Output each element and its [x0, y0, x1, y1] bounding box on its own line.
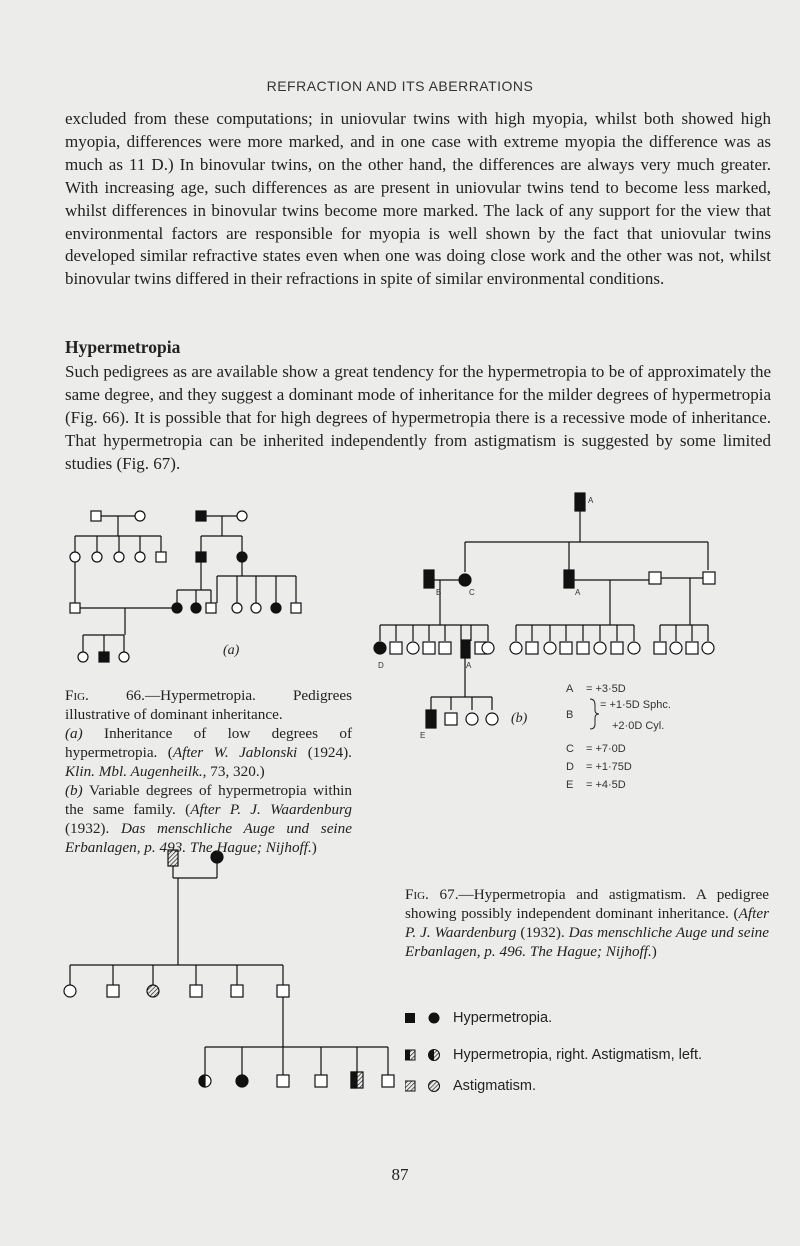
pedigree-male-unaffected: [70, 603, 80, 613]
legend-text: Hypermetropia, right. Astigmatism, left.: [453, 1047, 702, 1064]
legend-symbols-astigmatism: [405, 1079, 445, 1093]
key-letter: A: [566, 683, 574, 695]
paragraph-2: Such pedigrees as are available show a great tendency for the hypermetropia to be of approximately the same degree, and they suggest a dominant mode of inheritance for the milder degrees of hypermetropia (Fig. 66). It is possible that for high degrees of hypermetropia there is a recessive mode of inheritance. That hypermetropia can be inherited independently from astigmatism is suggested by some limited studies (Fig. 67).: [65, 362, 771, 473]
fig66-caption-b-year: (1932).: [65, 820, 121, 837]
label-A: A: [588, 496, 594, 505]
running-header: REFRACTION AND ITS ABERRATIONS: [266, 78, 534, 94]
section-title: Hypermetropia: [65, 337, 181, 357]
key-value: = +7·0D: [586, 743, 626, 755]
fig66-caption-a-ref: , 73, 320.): [202, 763, 265, 780]
fig66-caption: [65, 686, 352, 857]
pedigree-female-unaffected: [78, 652, 88, 662]
key-value: = +3·5D: [586, 683, 626, 695]
label-A: A: [466, 661, 472, 670]
legend-symbols-mixed: [405, 1048, 445, 1062]
legend-text: Astigmatism.: [453, 1078, 536, 1095]
key-value: = +1·75D: [586, 761, 632, 773]
pedigree-female-affected: [191, 603, 201, 613]
pedigree-female-affected: [237, 552, 247, 562]
label-E: E: [420, 731, 426, 740]
pedigree-male-affected: [99, 652, 109, 662]
fig66-caption-b-close: ): [311, 839, 317, 856]
pedigree-female-half-affected: [199, 1075, 211, 1087]
fig66-caption-b-label: (b): [65, 782, 83, 799]
fig66-caption-label: Fig. 66.: [65, 687, 145, 704]
fig66-caption-a-label: (a): [65, 725, 83, 742]
fig66-caption-a-year: (1924).: [297, 744, 352, 761]
fig67-caption-close: ): [651, 943, 657, 960]
pedigree-female-unaffected: [114, 552, 124, 562]
pedigree-female-affected: [172, 603, 182, 613]
fig66-label-a: (a): [223, 643, 240, 658]
legend-row-astigmatism: [405, 1078, 536, 1094]
fig67-caption: [405, 885, 769, 961]
pedigree-female-unaffected: [92, 552, 102, 562]
pedigree-male-affected-E: [426, 710, 436, 728]
pedigree-female-affected-C: [459, 574, 471, 586]
pedigree-male-unaffected: [703, 572, 715, 584]
label-D: D: [378, 661, 384, 670]
pedigree-female-unaffected: [135, 511, 145, 521]
pedigree-male-unaffected: [649, 572, 661, 584]
pedigree-male-affected-A: [564, 570, 574, 588]
fig67-pedigree: [64, 850, 394, 1088]
label-A: A: [575, 588, 581, 597]
page-number: 87: [391, 1165, 409, 1184]
pedigree-female-unaffected: [251, 603, 261, 613]
pedigree-female-unaffected: [70, 552, 80, 562]
key-letter: C: [566, 743, 574, 755]
fig67-caption-title: —Hypermetropia and astigmatism. A pedigree showing possibly independent dominant inheritance. (: [405, 886, 769, 922]
fig66a-pedigree: [70, 511, 301, 662]
fig66-label-b: (b): [511, 711, 528, 726]
pedigree-female-unaffected: [237, 511, 247, 521]
key-letter: D: [566, 761, 574, 773]
key-letter: E: [566, 779, 574, 791]
fig66b-pedigree: [374, 493, 715, 728]
pedigree-male-affected-A: [461, 640, 470, 658]
legend-row-hypermetropia: [405, 1010, 552, 1026]
pedigree-female-affected: [271, 603, 281, 613]
label-C: C: [469, 588, 475, 597]
pedigree-female-unaffected: [232, 603, 242, 613]
fig67-caption-book: Das menschliche Auge und seine Erbanlagen, p. 496. The Hague; Nijhoff.: [405, 924, 769, 960]
fig67-caption-label: Fig. 67.: [405, 886, 459, 903]
key-value: = +4·5D: [586, 779, 626, 791]
pedigree-male-unaffected: [206, 603, 216, 613]
legend-symbols-hypermetropia: [405, 1011, 445, 1025]
pedigree-male-affected: [196, 552, 206, 562]
pedigree-male-unaffected: [291, 603, 301, 613]
fig66-caption-a-journal: Klin. Mbl. Augenheilk.: [65, 763, 203, 780]
fig66-caption-b-text: Variable degrees of hypermetropia within the same family. (: [65, 782, 352, 818]
legend-row-mixed: [405, 1047, 702, 1063]
pedigree-female-astigmatism: [147, 985, 159, 997]
key-value: = +1·5D Sphc.: [600, 699, 671, 711]
pedigree-male-affected-B: [424, 570, 434, 588]
pedigree-female-unaffected: [119, 652, 129, 662]
pedigree-female-affected-D: [374, 642, 386, 654]
pedigree-male-unaffected: [156, 552, 166, 562]
fig66-caption-a-cite: After W. Jablonski: [172, 744, 298, 761]
pedigree-male-unaffected: [91, 511, 101, 521]
pedigree-male-affected-A: [575, 493, 585, 511]
fig67-caption-cite: After P. J. Waardenburg: [405, 905, 769, 941]
pedigree-male-affected: [196, 511, 206, 521]
fig66-caption-b-book: Das menschliche Auge und seine Erbanlagen, p. 493. The Hague; Nijhoff.: [65, 820, 352, 856]
fig67-caption-year: (1932).: [516, 924, 569, 941]
fig66-caption-a-text: Inheritance of low degrees of hypermetropia. (: [65, 725, 352, 761]
paragraph-1: excluded from these computations; in uniovular twins with high myopia, whilst both showed high myopia, differences were more marked, and in one case with extreme myopia the difference was as much as 11 D.) In binovular twins, on the other hand, the differences are always very much greater. With increasing age, such differences as are present in uniovular twins tend to become less marked, whilst differences in binovular twins become more marked. The lack of any support for the view that environmental factors are responsible for myopia is well shown by the fact that uniovular twins developed similar refractive states even when one was doing close work and the other was not, whilst binovular twins differed in their refractions in spite of similar environmental conditions.: [65, 109, 771, 289]
pedigree-female-unaffected: [135, 552, 145, 562]
fig66-caption-b-cite: After P. J. Waardenburg: [190, 801, 352, 818]
legend-text: Hypermetropia.: [453, 1010, 553, 1027]
key-letter: B: [566, 709, 574, 721]
key-value: +2·0D Cyl.: [612, 720, 665, 732]
fig66-caption-title: —Hypermetropia. Pedigrees illustrative of dominant inheritance.: [65, 687, 352, 723]
pedigree-male-half-affected: [351, 1072, 363, 1088]
label-B: B: [436, 588, 442, 597]
